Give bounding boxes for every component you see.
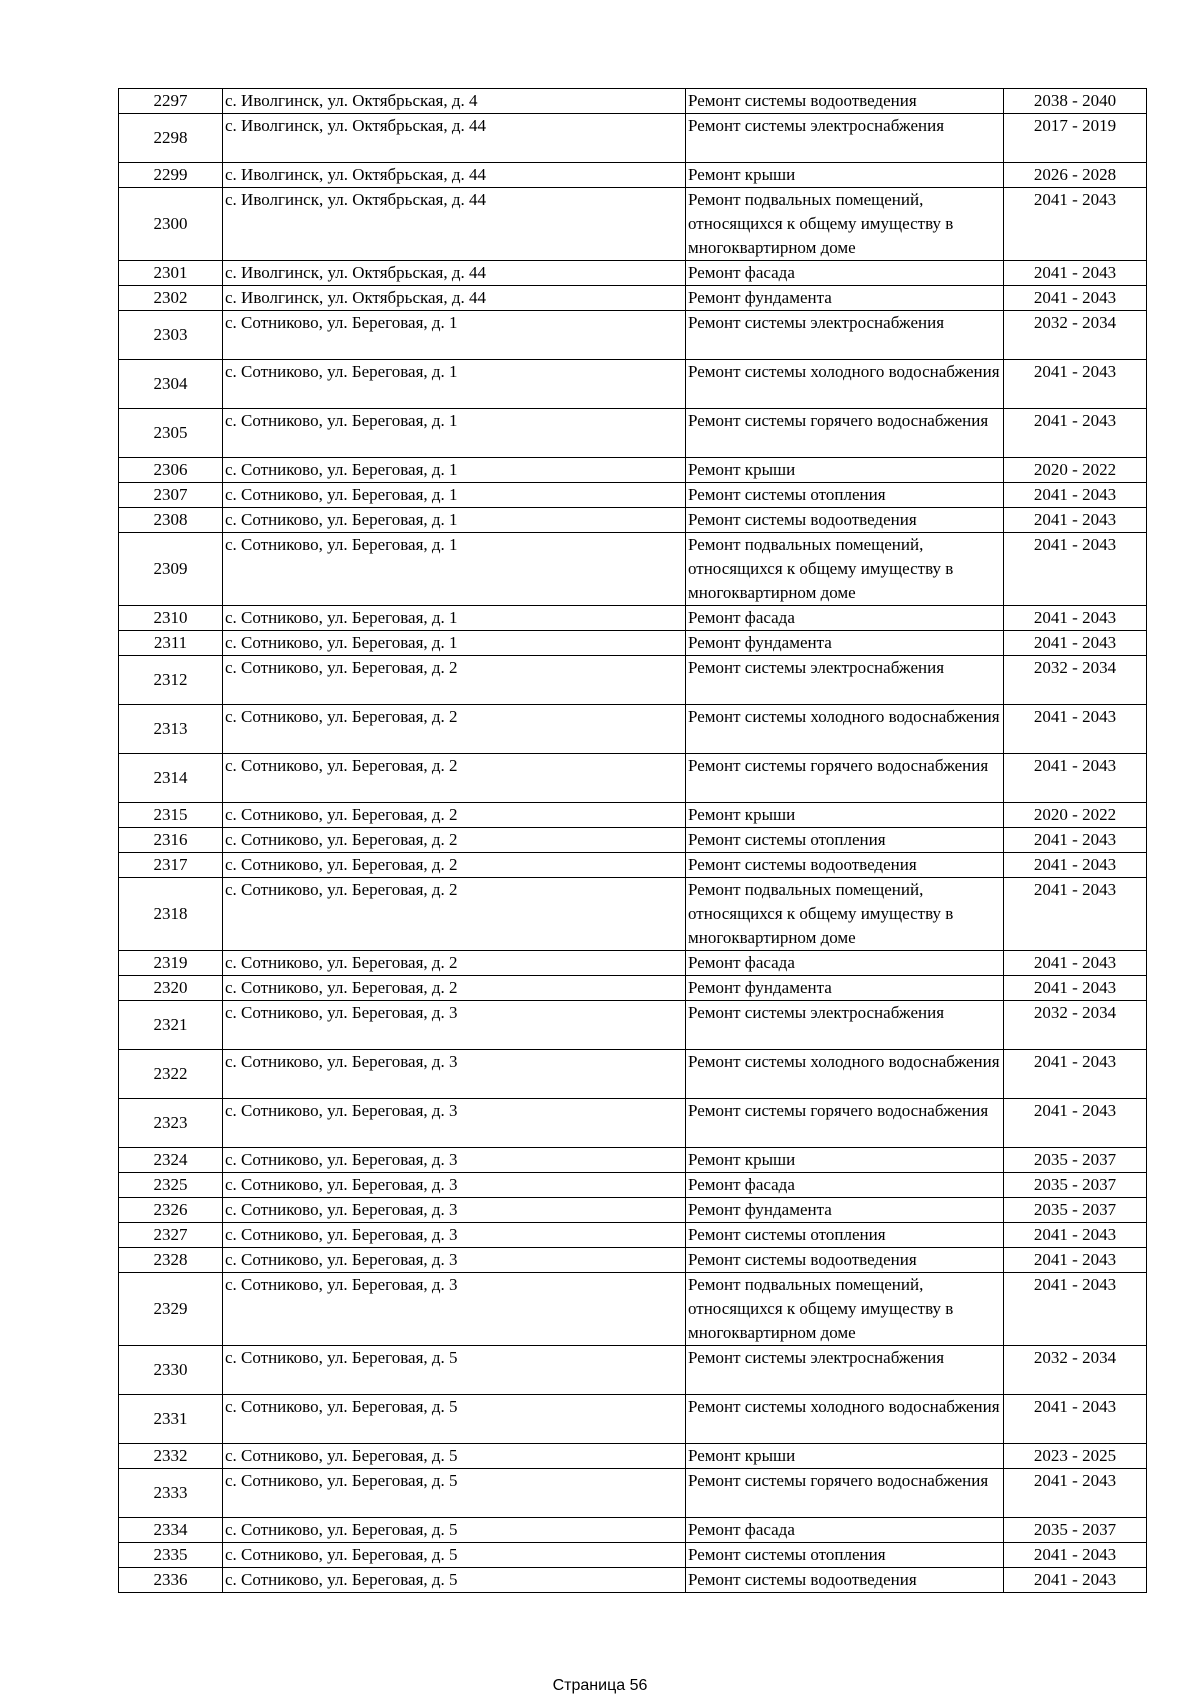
work-type-cell: Ремонт системы водоотведения (686, 89, 1004, 114)
work-type-cell: Ремонт системы горячего водоснабжения (686, 409, 1004, 458)
address-cell: с. Сотниково, ул. Береговая, д. 1 (223, 458, 686, 483)
work-type-cell: Ремонт фундамента (686, 631, 1004, 656)
address-cell: с. Сотниково, ул. Береговая, д. 3 (223, 1099, 686, 1148)
address-cell: с. Сотниково, ул. Береговая, д. 3 (223, 1173, 686, 1198)
period-cell: 2041 - 2043 (1004, 188, 1147, 261)
period-cell: 2032 - 2034 (1004, 656, 1147, 705)
period-cell: 2041 - 2043 (1004, 286, 1147, 311)
row-number-cell: 2297 (119, 89, 223, 114)
row-number-cell: 2307 (119, 483, 223, 508)
address-cell: с. Сотниково, ул. Береговая, д. 2 (223, 754, 686, 803)
period-cell: 2041 - 2043 (1004, 360, 1147, 409)
period-cell: 2026 - 2028 (1004, 163, 1147, 188)
table-row (119, 1099, 1147, 1148)
table-row (119, 286, 1147, 311)
table-row (119, 631, 1147, 656)
row-number-cell: 2334 (119, 1518, 223, 1543)
work-type-cell: Ремонт системы холодного водоснабжения (686, 360, 1004, 409)
period-cell: 2032 - 2034 (1004, 1346, 1147, 1395)
address-cell: с. Сотниково, ул. Береговая, д. 5 (223, 1395, 686, 1444)
work-type-cell: Ремонт системы водоотведения (686, 1248, 1004, 1273)
row-number-cell: 2299 (119, 163, 223, 188)
work-type-cell: Ремонт подвальных помещений, относящихся к общему имуществу в многоквартирном доме (686, 188, 1004, 261)
table-row (119, 311, 1147, 360)
row-number-cell: 2308 (119, 508, 223, 533)
work-type-cell: Ремонт подвальных помещений, относящихся к общему имуществу в многоквартирном доме (686, 533, 1004, 606)
address-cell: с. Иволгинск, ул. Октябрьская, д. 44 (223, 286, 686, 311)
table-row (119, 1001, 1147, 1050)
address-cell: с. Сотниково, ул. Береговая, д. 3 (223, 1198, 686, 1223)
work-type-cell: Ремонт системы холодного водоснабжения (686, 1395, 1004, 1444)
row-number-cell: 2326 (119, 1198, 223, 1223)
table-row (119, 1518, 1147, 1543)
table-row (119, 828, 1147, 853)
address-cell: с. Иволгинск, ул. Октябрьская, д. 44 (223, 261, 686, 286)
period-cell: 2032 - 2034 (1004, 311, 1147, 360)
row-number-cell: 2331 (119, 1395, 223, 1444)
period-cell: 2041 - 2043 (1004, 1099, 1147, 1148)
address-cell: с. Сотниково, ул. Береговая, д. 3 (223, 1248, 686, 1273)
row-number-cell: 2314 (119, 754, 223, 803)
row-number-cell: 2318 (119, 878, 223, 951)
work-type-cell: Ремонт системы водоотведения (686, 1568, 1004, 1593)
row-number-cell: 2333 (119, 1469, 223, 1518)
work-type-cell: Ремонт системы отопления (686, 828, 1004, 853)
period-cell: 2041 - 2043 (1004, 853, 1147, 878)
work-type-cell: Ремонт системы электроснабжения (686, 656, 1004, 705)
table-row (119, 803, 1147, 828)
address-cell: с. Сотниково, ул. Береговая, д. 2 (223, 705, 686, 754)
period-cell: 2041 - 2043 (1004, 1469, 1147, 1518)
period-cell: 2035 - 2037 (1004, 1198, 1147, 1223)
address-cell: с. Сотниково, ул. Береговая, д. 3 (223, 1148, 686, 1173)
work-type-cell: Ремонт системы горячего водоснабжения (686, 754, 1004, 803)
row-number-cell: 2321 (119, 1001, 223, 1050)
address-cell: с. Иволгинск, ул. Октябрьская, д. 44 (223, 114, 686, 163)
period-cell: 2020 - 2022 (1004, 458, 1147, 483)
table-row (119, 1173, 1147, 1198)
table-row (119, 1568, 1147, 1593)
address-cell: с. Сотниково, ул. Береговая, д. 5 (223, 1444, 686, 1469)
work-type-cell: Ремонт крыши (686, 163, 1004, 188)
table-row (119, 533, 1147, 606)
address-cell: с. Иволгинск, ул. Октябрьская, д. 44 (223, 188, 686, 261)
period-cell: 2041 - 2043 (1004, 1273, 1147, 1346)
address-cell: с. Сотниково, ул. Береговая, д. 5 (223, 1568, 686, 1593)
work-type-cell: Ремонт системы отопления (686, 1223, 1004, 1248)
address-cell: с. Сотниково, ул. Береговая, д. 2 (223, 951, 686, 976)
period-cell: 2017 - 2019 (1004, 114, 1147, 163)
work-type-cell: Ремонт подвальных помещений, относящихся к общему имуществу в многоквартирном доме (686, 878, 1004, 951)
row-number-cell: 2332 (119, 1444, 223, 1469)
period-cell: 2041 - 2043 (1004, 754, 1147, 803)
work-type-cell: Ремонт фасада (686, 951, 1004, 976)
table-row (119, 114, 1147, 163)
period-cell: 2035 - 2037 (1004, 1518, 1147, 1543)
table-row (119, 1469, 1147, 1518)
address-cell: с. Сотниково, ул. Береговая, д. 5 (223, 1518, 686, 1543)
period-cell: 2038 - 2040 (1004, 89, 1147, 114)
work-type-cell: Ремонт системы электроснабжения (686, 1346, 1004, 1395)
address-cell: с. Сотниково, ул. Береговая, д. 2 (223, 976, 686, 1001)
period-cell: 2041 - 2043 (1004, 951, 1147, 976)
work-type-cell: Ремонт системы водоотведения (686, 853, 1004, 878)
period-cell: 2041 - 2043 (1004, 533, 1147, 606)
work-type-cell: Ремонт системы горячего водоснабжения (686, 1099, 1004, 1148)
table-row (119, 1273, 1147, 1346)
work-type-cell: Ремонт крыши (686, 458, 1004, 483)
work-type-cell: Ремонт фасада (686, 606, 1004, 631)
period-cell: 2041 - 2043 (1004, 828, 1147, 853)
address-cell: с. Сотниково, ул. Береговая, д. 2 (223, 828, 686, 853)
row-number-cell: 2313 (119, 705, 223, 754)
table-row (119, 409, 1147, 458)
row-number-cell: 2316 (119, 828, 223, 853)
address-cell: с. Сотниково, ул. Береговая, д. 2 (223, 878, 686, 951)
row-number-cell: 2315 (119, 803, 223, 828)
period-cell: 2041 - 2043 (1004, 1568, 1147, 1593)
period-cell: 2023 - 2025 (1004, 1444, 1147, 1469)
period-cell: 2041 - 2043 (1004, 261, 1147, 286)
row-number-cell: 2312 (119, 656, 223, 705)
address-cell: с. Сотниково, ул. Береговая, д. 1 (223, 360, 686, 409)
period-cell: 2041 - 2043 (1004, 1050, 1147, 1099)
period-cell: 2041 - 2043 (1004, 409, 1147, 458)
period-cell: 2041 - 2043 (1004, 1543, 1147, 1568)
row-number-cell: 2330 (119, 1346, 223, 1395)
row-number-cell: 2300 (119, 188, 223, 261)
work-type-cell: Ремонт фасада (686, 1173, 1004, 1198)
period-cell: 2041 - 2043 (1004, 1248, 1147, 1273)
row-number-cell: 2304 (119, 360, 223, 409)
row-number-cell: 2335 (119, 1543, 223, 1568)
row-number-cell: 2317 (119, 853, 223, 878)
period-cell: 2041 - 2043 (1004, 705, 1147, 754)
address-cell: с. Сотниково, ул. Береговая, д. 5 (223, 1469, 686, 1518)
table-row (119, 163, 1147, 188)
row-number-cell: 2311 (119, 631, 223, 656)
page-number: Страница 56 (552, 1677, 648, 1694)
row-number-cell: 2303 (119, 311, 223, 360)
table-row (119, 483, 1147, 508)
work-type-cell: Ремонт системы отопления (686, 1543, 1004, 1568)
row-number-cell: 2328 (119, 1248, 223, 1273)
repair-schedule-table (118, 88, 1147, 1593)
row-number-cell: 2322 (119, 1050, 223, 1099)
address-cell: с. Сотниково, ул. Береговая, д. 1 (223, 533, 686, 606)
work-type-cell: Ремонт фундамента (686, 976, 1004, 1001)
table-row (119, 188, 1147, 261)
table-row (119, 261, 1147, 286)
address-cell: с. Сотниково, ул. Береговая, д. 3 (223, 1273, 686, 1346)
table-row (119, 1223, 1147, 1248)
table-body (119, 89, 1147, 1593)
table-row (119, 89, 1147, 114)
address-cell: с. Сотниково, ул. Береговая, д. 2 (223, 803, 686, 828)
table-row (119, 878, 1147, 951)
row-number-cell: 2323 (119, 1099, 223, 1148)
row-number-cell: 2329 (119, 1273, 223, 1346)
address-cell: с. Сотниково, ул. Береговая, д. 3 (223, 1223, 686, 1248)
period-cell: 2032 - 2034 (1004, 1001, 1147, 1050)
period-cell: 2041 - 2043 (1004, 483, 1147, 508)
address-cell: с. Сотниково, ул. Береговая, д. 2 (223, 656, 686, 705)
address-cell: с. Сотниково, ул. Береговая, д. 1 (223, 483, 686, 508)
address-cell: с. Сотниково, ул. Береговая, д. 3 (223, 1050, 686, 1099)
work-type-cell: Ремонт фасада (686, 1518, 1004, 1543)
table-row (119, 360, 1147, 409)
period-cell: 2041 - 2043 (1004, 508, 1147, 533)
period-cell: 2020 - 2022 (1004, 803, 1147, 828)
work-type-cell: Ремонт системы водоотведения (686, 508, 1004, 533)
table-row (119, 606, 1147, 631)
address-cell: с. Сотниково, ул. Береговая, д. 1 (223, 606, 686, 631)
row-number-cell: 2306 (119, 458, 223, 483)
table-row (119, 1444, 1147, 1469)
table-row (119, 1050, 1147, 1099)
row-number-cell: 2301 (119, 261, 223, 286)
row-number-cell: 2319 (119, 951, 223, 976)
work-type-cell: Ремонт крыши (686, 803, 1004, 828)
work-type-cell: Ремонт системы холодного водоснабжения (686, 705, 1004, 754)
period-cell: 2041 - 2043 (1004, 878, 1147, 951)
table-row (119, 1346, 1147, 1395)
address-cell: с. Сотниково, ул. Береговая, д. 5 (223, 1543, 686, 1568)
period-cell: 2035 - 2037 (1004, 1148, 1147, 1173)
address-cell: с. Сотниково, ул. Береговая, д. 1 (223, 311, 686, 360)
period-cell: 2041 - 2043 (1004, 1223, 1147, 1248)
table-row (119, 951, 1147, 976)
row-number-cell: 2310 (119, 606, 223, 631)
table-row (119, 1543, 1147, 1568)
period-cell: 2041 - 2043 (1004, 976, 1147, 1001)
table-row (119, 705, 1147, 754)
table-row (119, 1395, 1147, 1444)
work-type-cell: Ремонт системы отопления (686, 483, 1004, 508)
row-number-cell: 2305 (119, 409, 223, 458)
row-number-cell: 2325 (119, 1173, 223, 1198)
table-row (119, 853, 1147, 878)
work-type-cell: Ремонт крыши (686, 1148, 1004, 1173)
work-type-cell: Ремонт крыши (686, 1444, 1004, 1469)
table-row (119, 1248, 1147, 1273)
period-cell: 2041 - 2043 (1004, 1395, 1147, 1444)
table-row (119, 754, 1147, 803)
work-type-cell: Ремонт системы электроснабжения (686, 1001, 1004, 1050)
period-cell: 2041 - 2043 (1004, 606, 1147, 631)
table-row (119, 976, 1147, 1001)
row-number-cell: 2324 (119, 1148, 223, 1173)
table-row (119, 1198, 1147, 1223)
work-type-cell: Ремонт фундамента (686, 286, 1004, 311)
address-cell: с. Иволгинск, ул. Октябрьская, д. 4 (223, 89, 686, 114)
table-row (119, 458, 1147, 483)
work-type-cell: Ремонт системы электроснабжения (686, 311, 1004, 360)
address-cell: с. Сотниково, ул. Береговая, д. 1 (223, 508, 686, 533)
table-row (119, 656, 1147, 705)
work-type-cell: Ремонт системы холодного водоснабжения (686, 1050, 1004, 1099)
work-type-cell: Ремонт подвальных помещений, относящихся к общему имуществу в многоквартирном доме (686, 1273, 1004, 1346)
period-cell: 2041 - 2043 (1004, 631, 1147, 656)
table-row (119, 1148, 1147, 1173)
row-number-cell: 2320 (119, 976, 223, 1001)
row-number-cell: 2336 (119, 1568, 223, 1593)
row-number-cell: 2327 (119, 1223, 223, 1248)
address-cell: с. Иволгинск, ул. Октябрьская, д. 44 (223, 163, 686, 188)
address-cell: с. Сотниково, ул. Береговая, д. 3 (223, 1001, 686, 1050)
work-type-cell: Ремонт фасада (686, 261, 1004, 286)
work-type-cell: Ремонт системы электроснабжения (686, 114, 1004, 163)
row-number-cell: 2298 (119, 114, 223, 163)
address-cell: с. Сотниково, ул. Береговая, д. 1 (223, 631, 686, 656)
address-cell: с. Сотниково, ул. Береговая, д. 2 (223, 853, 686, 878)
address-cell: с. Сотниково, ул. Береговая, д. 5 (223, 1346, 686, 1395)
work-type-cell: Ремонт фундамента (686, 1198, 1004, 1223)
row-number-cell: 2302 (119, 286, 223, 311)
address-cell: с. Сотниково, ул. Береговая, д. 1 (223, 409, 686, 458)
period-cell: 2035 - 2037 (1004, 1173, 1147, 1198)
work-type-cell: Ремонт системы горячего водоснабжения (686, 1469, 1004, 1518)
row-number-cell: 2309 (119, 533, 223, 606)
table-row (119, 508, 1147, 533)
